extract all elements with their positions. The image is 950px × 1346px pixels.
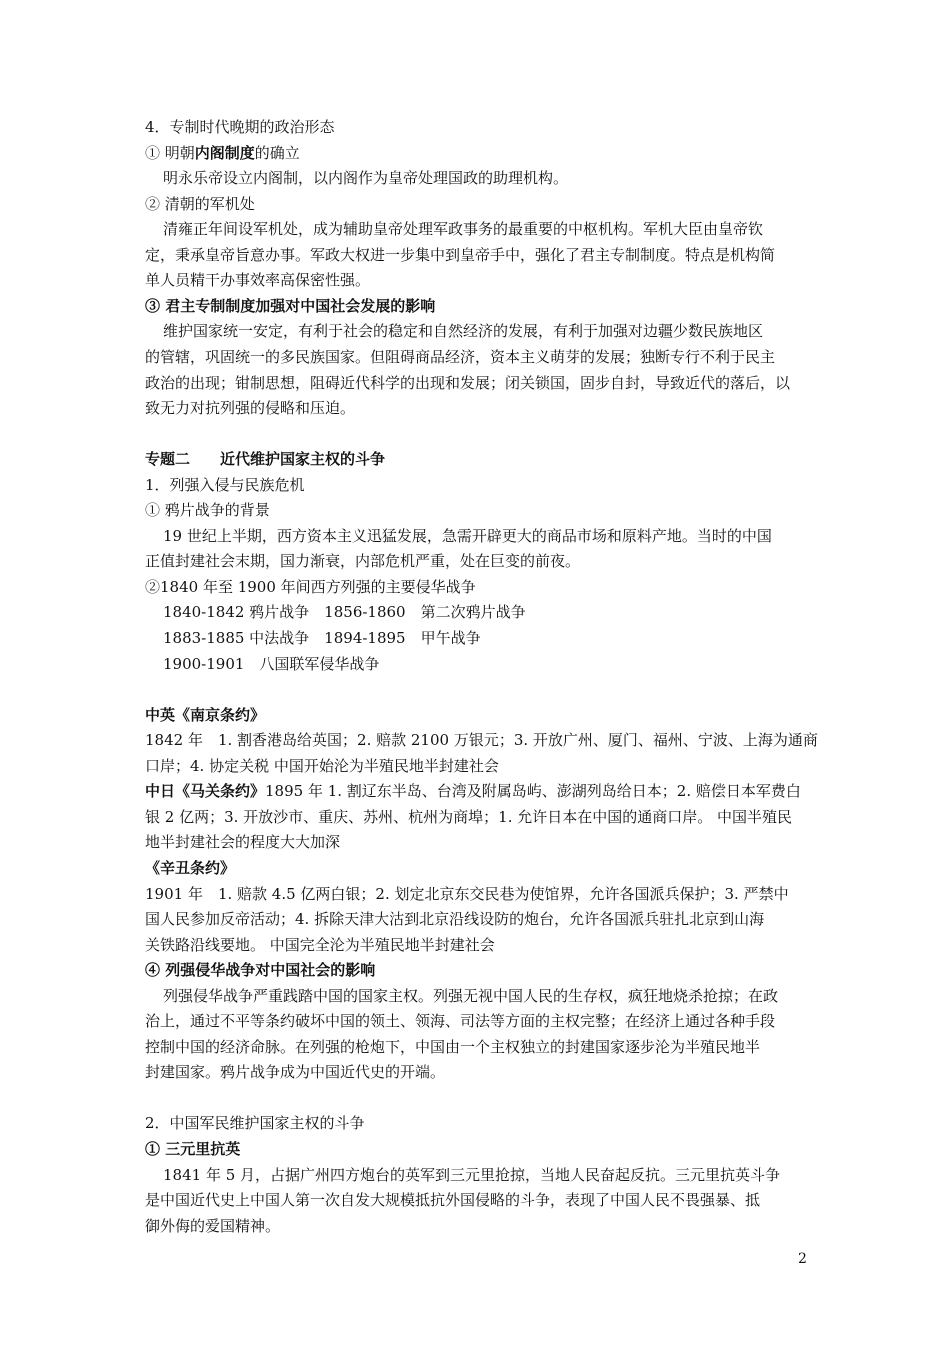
text-line: 19 世纪上半期，西方资本主义迅猛发展，急需开辟更大的商品市场和原料产地。当时的中国 — [163, 526, 772, 545]
text-line: 1841 年 5 月，占据广州四方炮台的英军到三元里抢掠，当地人民奋起反抗。三元里抗英斗争 — [163, 1165, 781, 1184]
text-line: 政治的出现；钳制思想，阻碍近代科学的出现和发展；闭关锁国，固步自封，导致近代的落后，以 — [145, 373, 791, 392]
text-line: ③ 君主专制制度加强对中国社会发展的影响 — [145, 296, 436, 315]
text-line: 清雍正年间设军机处，成为辅助皇帝处理军政事务的最重要的中枢机构。军机大臣由皇帝钦 — [163, 220, 764, 239]
text-line: 专题二 近代维护国家主权的斗争 — [145, 450, 386, 469]
text-line: 是中国近代史上中国人第一次自发大规模抵抗外国侵略的斗争，表现了中国人民不畏强暴、抵 — [145, 1191, 761, 1210]
text-line: 致无力对抗列强的侵略和压迫。 — [145, 399, 356, 418]
text-line: ② 清朝的军机处 — [145, 194, 255, 213]
text-line: 1．列强入侵与民族危机 — [145, 475, 305, 494]
text-line: 银 2 亿两；3. 开放沙市、重庆、苏州、杭州为商埠；1. 允许日本在中国的通商口岸。 中国半殖民 — [145, 807, 793, 826]
text-span: 1895 年 1. 割辽东半岛、台湾及附属岛屿、澎湖列岛给日本；2. 赔偿日本军费白 — [265, 782, 801, 801]
text-line: 2．中国军民维护国家主权的斗争 — [145, 1114, 365, 1133]
text-line: 列强侵华战争严重践踏中国的国家主权。列强无视中国人民的生存权，疯狂地烧杀抢掠；在政 — [163, 986, 779, 1005]
text-line: 控制中国的经济命脉。在列强的枪炮下，中国由一个主权独立的封建国家逐步沦为半殖民地半 — [145, 1037, 761, 1056]
text-line: 口岸；4. 协定关税 中国开始沦为半殖民地半封建社会 — [145, 756, 499, 775]
text-line: 地半封建社会的程度大大加深 — [145, 833, 341, 852]
text-line: 《辛丑条约》 — [145, 858, 236, 877]
text-span: ① 明朝 — [145, 143, 195, 162]
text-line: 的管辖，巩固统一的多民族国家。但阻碍商品经济，资本主义萌芽的发展；独断专行不利于民主 — [145, 347, 776, 366]
text-line: ②1840 年至 1900 年间西方列强的主要侵华战争 — [145, 577, 476, 596]
text-line: 正值封建社会末期，国力渐衰，内部危机严重，处在巨变的前夜。 — [145, 552, 581, 571]
text-line: 1842 年 1. 割香港岛给英国；2. 赔款 2100 万银元；3. 开放广州、厦门、福州、宁波、上海为通商 — [145, 731, 818, 750]
text-line: 1883-1885 中法战争 1894-1895 甲午战争 — [163, 629, 481, 647]
text-line: 封建国家。鸦片战争成为中国近代史的开端。 — [145, 1063, 446, 1082]
text-line: 中英《南京条约》 — [145, 705, 266, 724]
text-line: 明永乐帝设立内阁制，以内阁作为皇帝处理国政的助理机构。 — [163, 169, 569, 188]
text-line: 定，秉承皇帝旨意办事。军政大权进一步集中到皇帝手中，强化了君主专制制度。特点是机构简 — [145, 245, 776, 264]
text-line: ④ 列强侵华战争对中国社会的影响 — [145, 961, 376, 980]
text-line — [145, 780, 801, 802]
text-line: 1840-1842 鸦片战争 1856-1860 第二次鸦片战争 — [163, 603, 526, 622]
text-line: 关铁路沿线要地。 中国完全沦为半殖民地半封建社会 — [145, 935, 495, 954]
text-line: ① 鸦片战争的背景 — [145, 501, 270, 520]
text-line: 御外侮的爱国精神。 — [145, 1216, 281, 1235]
text-line: 单人员精干办事效率高保密性强。 — [145, 271, 371, 290]
text-line: 4．专制时代晚期的政治形态 — [145, 118, 335, 136]
text-line: 1901 年 1. 赔款 4.5 亿两白银；2. 划定北京东交民巷为使馆界，允许各国派兵保护；3. 严禁中 — [145, 884, 789, 903]
text-line: 维护国家统一安定，有利于社会的稳定和自然经济的发展，有利于加强对边疆少数民族地区 — [163, 322, 764, 341]
text-line: 1900-1901 八国联军侵华战争 — [163, 654, 380, 673]
text-line: 国人民参加反帝活动；4. 拆除天津大沽到北京沿线设防的炮台，允许各国派兵驻扎北京到山海 — [145, 910, 765, 929]
page-number: 2 — [798, 1251, 807, 1267]
bold-text: 中日《马关条约》 — [145, 782, 266, 801]
text-span: 的确立 — [254, 143, 300, 162]
text-line: ① 三元里抗英 — [145, 1140, 241, 1158]
text-line: 治上，通过不平等条约破坏中国的领土、领海、司法等方面的主权完整；在经济上通过各种手段 — [145, 1012, 776, 1031]
text-line — [145, 142, 300, 164]
bold-text: 内阁制度 — [194, 143, 255, 162]
